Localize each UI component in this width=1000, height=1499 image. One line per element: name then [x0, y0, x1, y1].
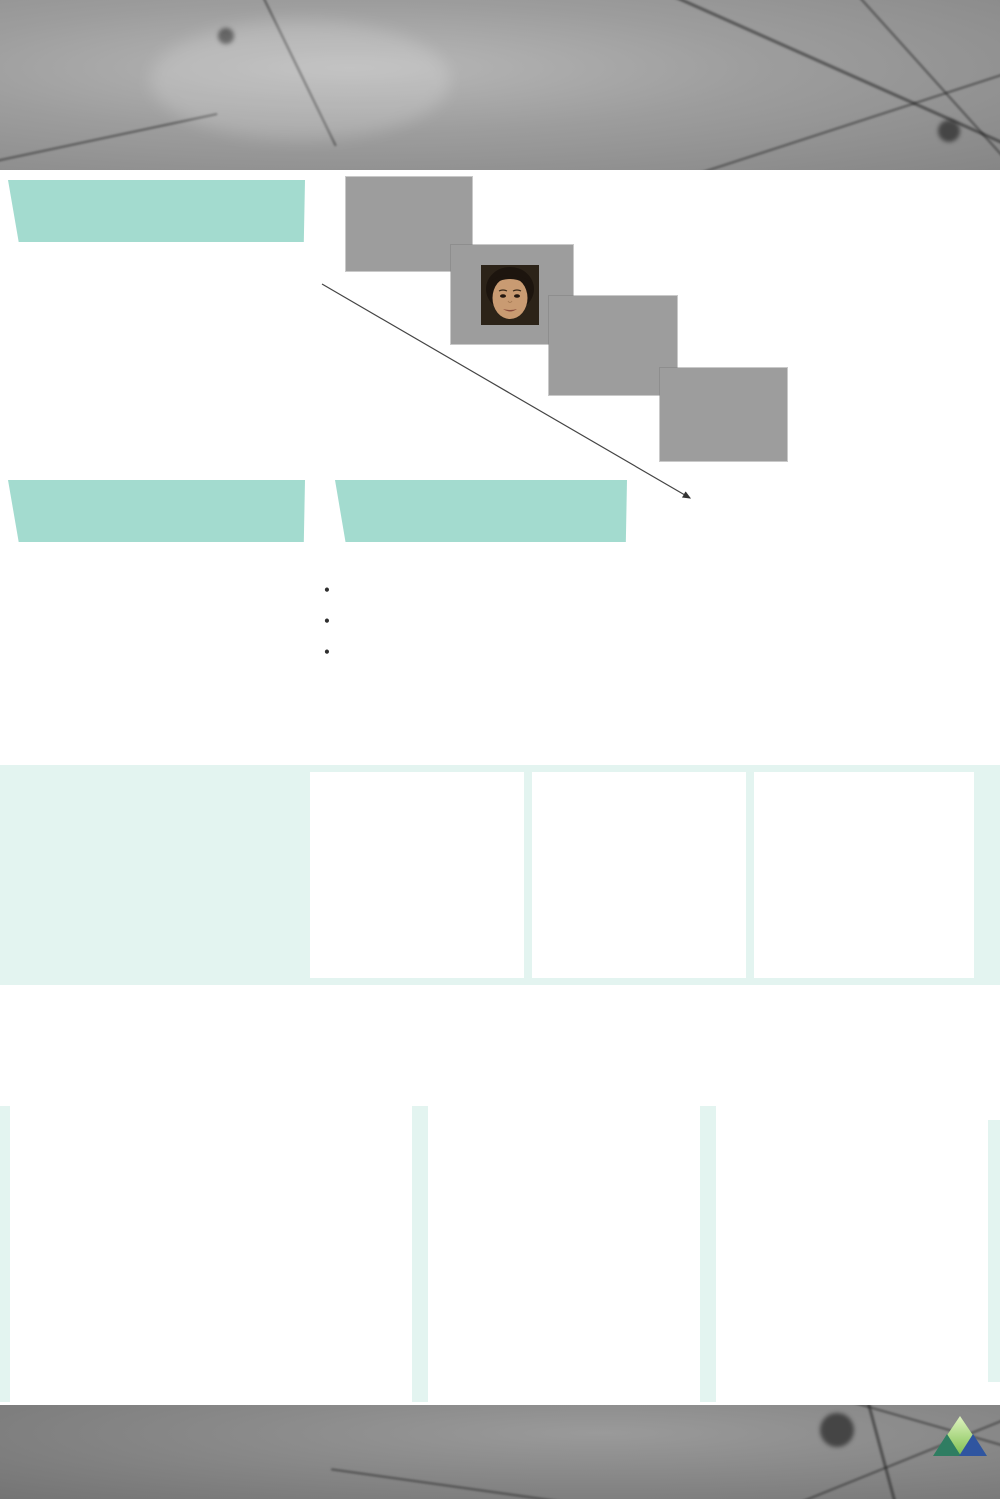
- confidence-bar-chart: [754, 772, 974, 978]
- emotion-decision-screen: [549, 296, 677, 395]
- divider: [988, 1120, 1000, 1382]
- results-bullet-1: [312, 578, 972, 602]
- methods-heading: [8, 480, 305, 542]
- results-bullet-2: [312, 609, 972, 633]
- university-logo: [922, 1415, 998, 1460]
- introduction-heading: [8, 180, 305, 242]
- divider: [412, 1106, 428, 1402]
- results-heading: [335, 480, 627, 542]
- intensity-vs-rt-chart: [716, 1100, 988, 1400]
- face-photo: [481, 265, 539, 325]
- header-background-photo: [0, 0, 1000, 170]
- confidence-vs-rt-chart: [428, 1100, 696, 1400]
- dku-triangle-icon: [932, 1415, 988, 1457]
- response-time-bar-chart: [532, 772, 746, 978]
- bullet-icon: •: [323, 580, 331, 600]
- results-bullets: [312, 578, 972, 671]
- footer-background-photo: [0, 1405, 1000, 1499]
- bullet-icon: •: [323, 642, 331, 663]
- divider: [700, 1106, 716, 1402]
- bullet-icon: •: [323, 611, 331, 632]
- confidence-screen: [660, 368, 787, 461]
- accuracy-bar-chart: [310, 772, 524, 978]
- mratio-boxplot: [8, 1112, 408, 1399]
- results-bullet-3: [312, 640, 972, 664]
- emotion-options: [549, 349, 677, 363]
